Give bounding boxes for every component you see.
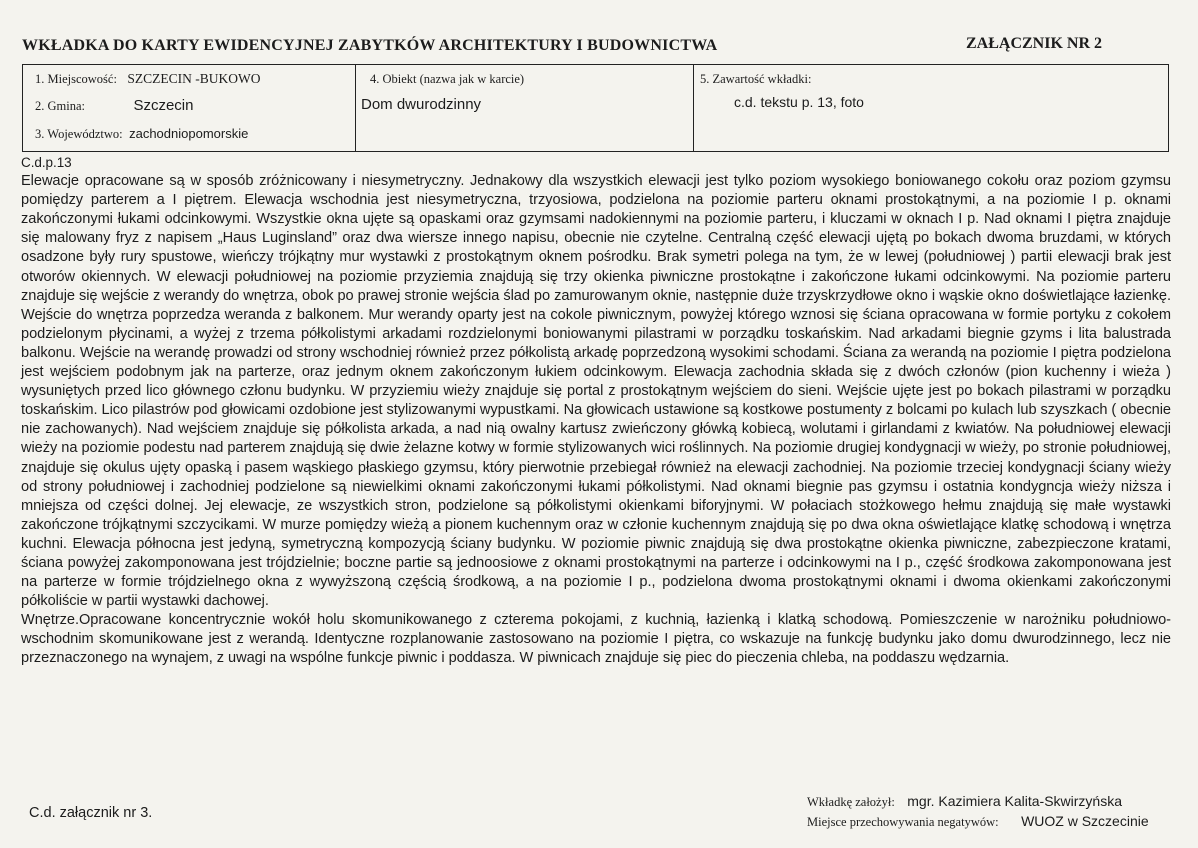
storage-label: Miejsce przechowywania negatywów: <box>807 815 999 829</box>
footer-info <box>807 793 1187 833</box>
province-row <box>35 125 248 143</box>
elevations-paragraph: Elewacje opracowane są w sposób zróżnicowany i niesymetryczny. Jednakowy dla wszystkich elewacji jest tylko poziom wysokiego boniowanego cokołu oraz poziom gzymsu pomiędzy parterem a I piętrem. Elewacja wschodnia jest niesymetryczna, trzyosiowa, podzielona na poziomie parteru oknami prostokątnymi, a na poziomie I p. oknami zakończonymi łukami odcinkowymi. Wszystkie okna ujęte są opaskami oraz gzymsami nadokiennymi na poziomie parteru, i kluczami w oknach I p. Nad oknami I piętra znajduje się malowany fryz z napisem „Haus Luginsland” oraz dwa wiersze innego napisu, obecnie nie czytelne. Centralną część elewacji ujętą po bokach dwoma bruzdami, w których osadzone były rury spustowe, wieńczy trójkątny mur wystawki z prostokątnym oknem pośrodku. Brak symetri polega na tym, że w lewej (południowej ) partii elewacji brak jest otworów okiennych. W elewacji południowej na poziomie przyziemia znajdują się trzy okienka piwniczne prostokątne i zakończone łukami odcinkowymi. Na poziomie parteru znajduje się wejście z werandy do wnętrza, obok po prawej stronie wejścia ślad po zamurowanym oknie, następnie duże trzyskrzydłowe okno i wąskie okno doświetlające łazienkę. Wejście do wnętrza poprzedza weranda z balkonem. Mur werandy oparty jest na cokole piwnicznym, powyżej którego wznosi się ściana opracowana w formie portyku z cokołem podzielonym płycinami, a wyżej z trzema półkolistymi arkadami rozdzielonymi boniowanymi pilastrami w porządku toskańskim. Nad arkadami biegnie gzyms i lita balustrada balkonu. Wejście na werandę prowadzi od strony wschodniej również przez półkolistą arkadę poprzedzoną wysokimi schodami. Ściana za werandą na poziomie I piętra podzielona jest wejściem podobnym jak na parterze, oraz jednym oknem zakończonym łukiem odcinkowym. Elewacja zachodnia składa się z dwóch członów (pion kuchenny i wieża ) wysuniętych przed lico głównego członu budynku. W przyziemiu wieży znajduje się portal z prostokątnym wejściem do sieni. Wejście ujęte jest po bokach pilastrami w porządku toskańskim. Lico pilastrów pod głowicami ozdobione jest stylizowanymi wypustkami. Na głowicach ustawione są kostkowe postumenty z bolcami po kulach lub szyszkach ( obecnie nie zachowanych). Nad wejściem znajduje się półkolista arkada, a nad nią owalny kartusz zwieńczony główką kobiecą, wolutami i girlandami z kwiatów. Na południowej elewacji wieży na poziomie podestu nad parterem znajdują się dwie żelazne kotwy w formie stylizowanych wici roślinnych. Na poziomie drugiej kondygnacji w wieży, po stronie południowej, znajduje się okulus ujęty opaską i pasem wąskiego płaskiego gzymsu, który pierwotnie przebiegał również na elewacji zachodniej. Na poziomie trzeciej kondygnacji ściany wieży od strony południowej i zachodniej podzielone są niewielkimi oknami zakończonymi łukami półkolistymi. Nad oknami biegnie pas gzymsu i ostatnia kondygncja wieży niższa i mniejsza od części dolnej. Jej elewacje, ze wszystkich stron, podzielone są półkolistymi okienkami biforyjnymi. W połaciach stożkowego hełmu znajdują się małe wystawki zakończone trójkątnymi szczycikami. W murze pomiędzy wieżą a pionem kuchennym oraz w członie kuchennym znajdują się po dwa okna oświetlające klatkę schodową i wnętrza kuchni. Elewacja północna jest jedyną, symetryczną kompozycją ściany budynku. W poziomie piwnic znajdują się dwa prostokątne okienka piwniczne, zabezpieczone kratami, ściana powyżej zakomponowana jest trójdzielnie; boczne partie są jednoosiowe z oknami prostokątnymi na parterze i odcinkowymi na I p., część środkowa zakomponowana jest na parterze w formie trójdzielnego okna z wywyższoną częścią środkową, a na poziomie I p., podzielona dwoma prostokątnymi oknami i dwoma okienkami zakończonymi półkoliście w partii wystawki dachowej. <box>21 173 1171 610</box>
province-value: zachodniopomorskie <box>129 126 249 141</box>
author-row <box>807 793 1187 813</box>
contents-column <box>693 65 1170 151</box>
info-table <box>22 64 1169 152</box>
storage-row <box>807 813 1187 833</box>
location-column <box>23 65 355 151</box>
province-label: 3. Województwo: <box>35 127 123 141</box>
interior-paragraph: Wnętrze.Opracowane koncentrycznie wokół holu skomunikowanego z czterema pokojami, z kuchnią, łazienką i klatką schodową. Pomieszczenie w narożniku południowo-wschodnim skomunikowane jest z werandą. Identyczne rozplanowanie zastosowano na poziomie I piętra, co wskazuje na funkcję budynku jako domu dwurodzinnego, lecz nie przeznaczonego na wynajem, z uwagi na wspólne funkcje piwnic i poddasza. W piwnicach znajduje się piec do pieczenia chleba, na poddaszu wędzarnia. <box>21 612 1171 667</box>
commune-label: 2. Gmina: <box>35 99 85 113</box>
document-title: WKŁADKA DO KARTY EWIDENCYJNEJ ZABYTKÓW ARCHITEKTURY I BUDOWNICTWA <box>22 37 718 54</box>
continuation-note: C.d. załącznik nr 3. <box>29 805 153 821</box>
appendix-number: ZAŁĄCZNIK NR 2 <box>966 35 1103 52</box>
commune-value: Szczecin <box>133 97 194 114</box>
locality-label: 1. Miejscowość: <box>35 72 117 86</box>
continuation-reference: C.d.p.13 <box>21 155 72 170</box>
description-text <box>21 153 1171 669</box>
commune-row <box>35 97 193 115</box>
contents-label: 5. Zawartość wkładki: <box>700 72 812 86</box>
author-value: mgr. Kazimiera Kalita-Skwirzyńska <box>907 793 1122 809</box>
locality-value: SZCZECIN -BUKOWO <box>127 71 261 86</box>
object-label: 4. Obiekt (nazwa jak w karcie) <box>370 72 525 86</box>
contents-value: c.d. tekstu p. 13, foto <box>734 94 864 110</box>
locality-row <box>35 70 261 88</box>
storage-value: WUOZ w Szczecinie <box>1021 813 1149 829</box>
author-label: Wkładkę założył: <box>807 795 895 809</box>
object-value: Dom dwurodzinny <box>361 96 482 113</box>
object-column <box>355 65 693 151</box>
